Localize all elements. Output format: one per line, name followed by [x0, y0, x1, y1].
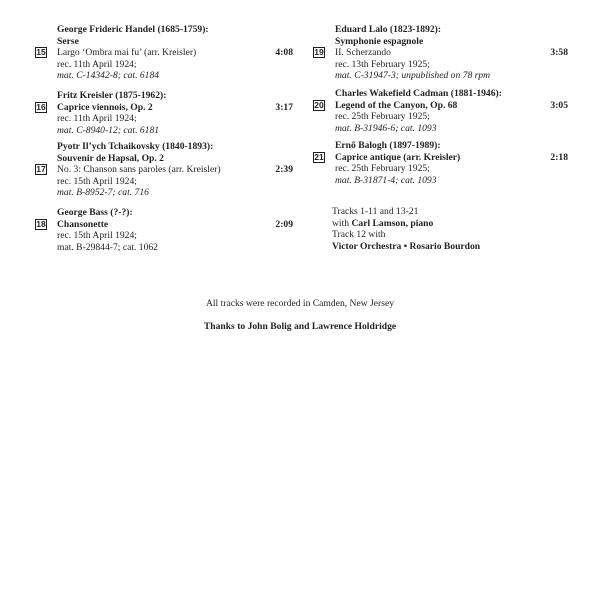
track-number: 17: [36, 164, 46, 174]
track-number: 21: [314, 151, 324, 162]
recording-date: rec. 11th April 1924;: [57, 58, 137, 70]
recording-date: rec. 15th April 1924;: [57, 230, 137, 242]
composer-name: Fritz Kreisler (1875-1962):: [57, 90, 167, 101]
matrix-catalog: mat. B-31946-6; cat. 1093: [335, 122, 437, 134]
track-entry: [313, 140, 568, 206]
performer-notes: [313, 206, 568, 252]
work-title: Caprice antique (arr. Kreisler): [335, 151, 461, 163]
work-title: Chansonette: [57, 218, 109, 230]
track-number: 20: [314, 99, 324, 110]
track-duration: 4:08: [275, 47, 293, 58]
track-duration: 2:18: [550, 151, 568, 163]
composer-name: George Frideric Handel (1685-1759):: [57, 24, 209, 35]
composer-name: Ernő Balogh (1897-1989):: [335, 140, 441, 151]
recording-date: rec. 25th February 1925;: [335, 111, 430, 123]
track-entry: [35, 141, 293, 207]
work-title: Serse: [57, 35, 79, 47]
track-entry: [313, 24, 568, 88]
matrix-catalog: mat. C-31947-3; unpublished on 78 rpm: [335, 70, 491, 82]
work-title: Symphonie espagnole: [335, 35, 424, 47]
track-duration: 3:58: [550, 47, 568, 58]
recording-date: rec. 11th April 1924;: [57, 113, 137, 125]
track-duration: 3:17: [275, 101, 293, 113]
track-detail: No. 3: Chanson sans paroles (arr. Kreisler): [57, 164, 221, 176]
matrix-catalog: mat. B-31871-4; cat. 1093: [335, 174, 437, 186]
notes-with-text: with: [332, 217, 352, 229]
right-column: [313, 24, 568, 252]
pianist-name: Carl Lamson, piano: [351, 217, 434, 229]
recording-location-note: All tracks were recorded in Camden, New Jersey: [205, 298, 395, 309]
work-title: Caprice viennois, Op. 2: [57, 101, 153, 113]
track-duration: 2:39: [275, 164, 293, 175]
track-number: 18: [36, 218, 46, 229]
acknowledgements: Thanks to John Bolig and Lawrence Holdridge: [203, 321, 397, 332]
track-entry: [35, 207, 293, 257]
matrix-catalog: mat. C-8940-12; cat. 6181: [57, 124, 160, 136]
track-entry: [35, 90, 293, 141]
track-number: 19: [314, 47, 324, 57]
track-detail: II. Scherzando: [335, 47, 391, 59]
notes-piano-line: [332, 218, 568, 230]
recording-date: rec. 13th February 1925;: [335, 58, 430, 70]
track-number: 16: [36, 101, 46, 112]
composer-name: Pyotr Il’ych Tchaikovsky (1840-1893):: [57, 141, 214, 152]
track-entry: [313, 88, 568, 140]
notes-track12-line: Track 12 with: [332, 229, 386, 241]
composer-name: Eduard Lalo (1823-1892):: [335, 24, 442, 35]
track-detail: Largo ‘Ombra mai fu’ (arr. Kreisler): [57, 47, 197, 59]
recording-date: rec. 25th February 1925;: [335, 163, 430, 175]
matrix-catalog: mat. C-14342-8; cat. 6184: [57, 70, 160, 82]
matrix-catalog: mat. B-8952-7; cat. 716: [57, 187, 149, 199]
track-duration: 2:09: [275, 218, 293, 230]
notes-tracks-line: Tracks 1-11 and 13-21: [332, 206, 419, 217]
track-number: 15: [36, 47, 46, 57]
work-title: Legend of the Canyon, Op. 68: [335, 99, 458, 111]
recording-date: rec. 15th April 1924;: [57, 175, 137, 187]
work-title: Souvenir de Hapsal, Op. 2: [57, 152, 164, 164]
left-column: [35, 24, 293, 257]
composer-name: Charles Wakefield Cadman (1881-1946):: [335, 88, 502, 99]
orchestra-name: Victor Orchestra • Rosario Bourdon: [332, 240, 481, 252]
track-entry: [35, 24, 293, 90]
composer-name: George Bass (?-?):: [57, 207, 133, 218]
track-duration: 3:05: [550, 99, 568, 111]
matrix-catalog: mat. B-29844-7; cat. 1062: [57, 241, 158, 253]
